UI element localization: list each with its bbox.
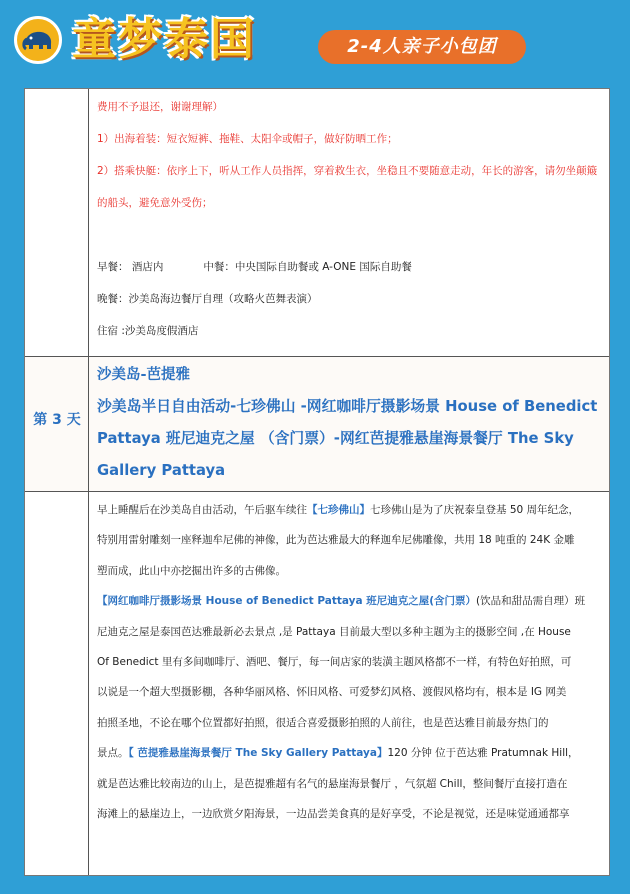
body-line: 以说是一个超大型摄影棚，各种华丽风格、怀旧风格、可爱梦幻风格、渡假风格均有，根本是 IG 网美 — [97, 686, 567, 699]
day-label: 第 3 天 — [33, 412, 81, 428]
header — [0, 0, 630, 88]
meals-line: 早餐： 酒店内 中餐：中央国际自助餐或 A-ONE 国际自助餐 — [97, 261, 412, 273]
body-line: 就是芭达雅比较南边的山上，是芭提雅超有名气的悬崖海景餐厅 ，气氛超 Chill，整间餐厅直接打造在 — [97, 777, 568, 790]
dinner-line: 晚餐：沙美岛海边餐厅自理（攻略火芭舞表演） — [97, 293, 318, 305]
day3-header-row — [25, 357, 609, 492]
title-line: Gallery Pattaya — [97, 462, 226, 479]
day3-title — [97, 359, 603, 487]
elephant-icon — [14, 16, 62, 64]
day2-content — [97, 91, 603, 347]
route-line: 沙美岛-芭提雅 — [97, 367, 191, 383]
notice-line: 1）出海着装：短衣短裤、拖鞋、太阳伞或帽子，做好防晒工作； — [97, 133, 398, 145]
body-line: 【网红咖啡厅摄影场景 House of Benedict Pattaya 班尼迪克之屋(含门票）(饮品和甜品需自理）班 — [97, 595, 586, 608]
tour-type-badge: 2-4人亲子小包团 — [318, 30, 526, 64]
body-line: 景点。【 芭提雅悬崖海景餐厅 The Sky Gallery Pattaya】120 分钟 位于芭达雅 Pratumnak Hill， — [97, 747, 579, 760]
body-line: 尼迪克之屋是泰国芭达雅最新必去景点 ,是 Pattaya 目前最大型以多种主题为主的摄影空间 ,在 House — [97, 625, 571, 638]
title-line: Pattaya 班尼迪克之屋 （含门票）-网红芭提雅悬崖海景餐厅 The Sky — [97, 430, 574, 447]
brand-title: 童梦泰国 — [72, 14, 256, 65]
day2-label-cell — [25, 89, 89, 356]
notice-line: 2）搭乘快艇：依序上下，听从工作人员指挥，穿着救生衣，坐稳且不要随意走动，年长的游客，请勿坐颠簸 — [97, 165, 598, 177]
title-line: 沙美岛半日自由活动-七珍佛山 -网红咖啡厅摄影场景 House of Benedict — [97, 398, 598, 415]
hotel-line: 住宿 :沙美岛度假酒店 — [97, 325, 199, 337]
day3-body-label-cell — [25, 492, 89, 876]
body-line: Of Benedict 里有多间咖啡厅、酒吧、餐厅，每一间店家的装潢主题风格都不一样，有特色好拍照，可 — [97, 656, 572, 669]
body-line: 拍照圣地，不论在哪个位置都好拍照，很适合喜爱摄影拍照的人前往，也是芭达雅目前最夯热门的 — [97, 716, 549, 729]
body-line: 海滩上的悬崖边上，一边欣赏夕阳海景，一边品尝美食真的是好享受，不论是视觉，还是味觉通通都享 — [97, 808, 570, 821]
itinerary-table — [24, 88, 610, 876]
day2-row — [25, 89, 609, 357]
notice-line: 费用不予退还，谢谢理解） — [97, 101, 223, 113]
body-line: 特别用雷射雕刻一座释迦牟尼佛的神像，此为芭达雅最大的释迦牟尼佛雕像，共用 18 吨重的 24K 金雕 — [97, 534, 575, 547]
day3-body-row — [25, 492, 609, 876]
body-line: 早上睡醒后在沙美岛自由活动，午后驱车续往【七珍佛山】七珍佛山是为了庆祝泰皇登基 50 周年纪念， — [97, 504, 580, 516]
day3-label-cell — [25, 357, 89, 491]
body-line: 塑而成，此山中亦挖掘出许多的古佛像。 — [97, 564, 286, 577]
notice-line: 的船头，避免意外受伤； — [97, 197, 213, 209]
day3-body — [97, 495, 603, 829]
